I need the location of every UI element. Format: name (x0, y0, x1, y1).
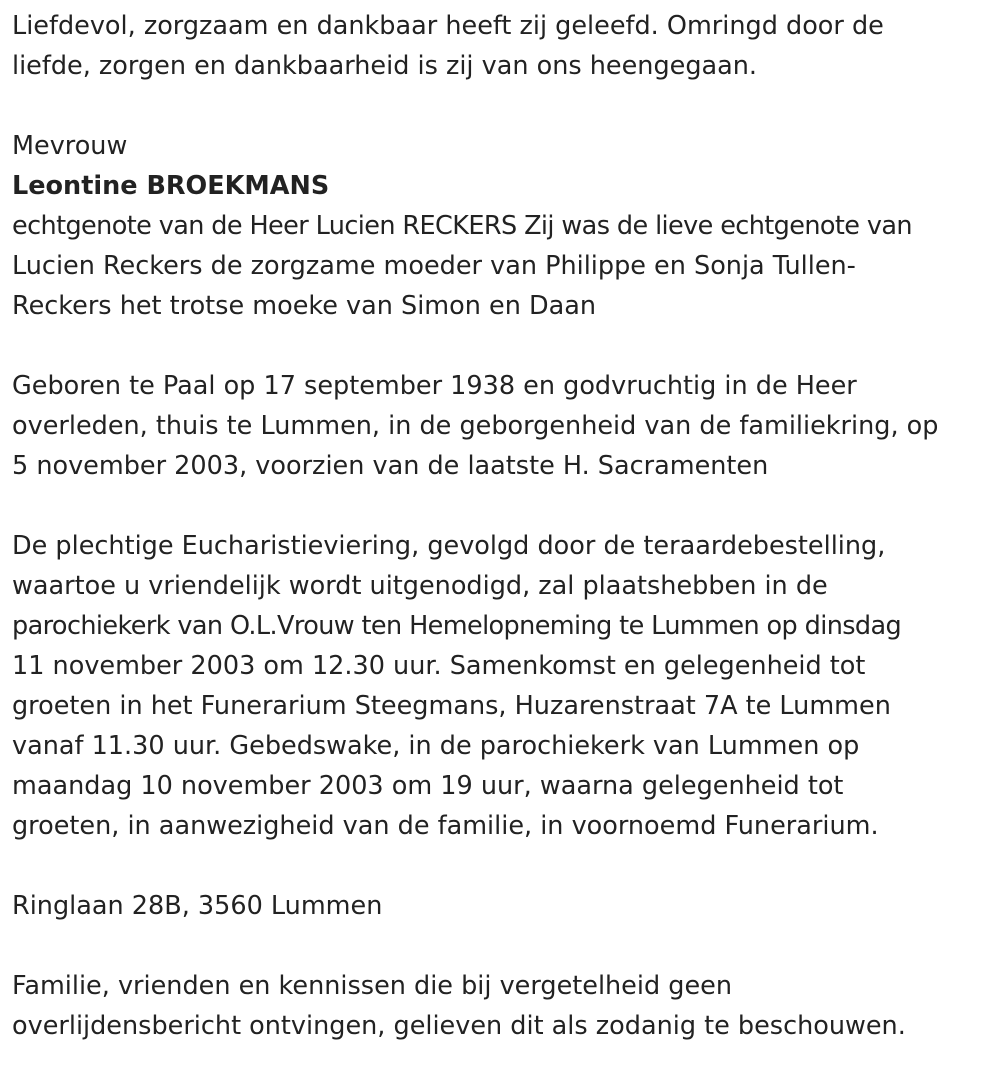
intro-line: Liefdevol, zorgzaam en dankbaar heeft zij geleefd. Omringd door de (12, 11, 884, 41)
spacer (12, 486, 985, 526)
ceremony-line: parochiekerk van O.L.Vrouw ten Hemelopneming te Lummen op dinsdag (12, 611, 902, 641)
birth-death-line: Geboren te Paal op 17 september 1938 en godvruchtig in de Heer (12, 371, 857, 401)
birth-death-line: 5 november 2003, voorzien van de laatste H. Sacramenten (12, 451, 769, 481)
intro-line: liefde, zorgen en dankbaarheid is zij van ons heengegaan. (12, 51, 758, 81)
ceremony-line: groeten, in aanwezigheid van de familie, in voornoemd Funerarium. (12, 811, 879, 841)
ceremony-paragraph (12, 526, 985, 846)
ceremony-line: 11 november 2003 om 12.30 uur. Samenkomst en gelegenheid tot (12, 651, 866, 681)
ceremony-line: maandag 10 november 2003 om 19 uur, waarna gelegenheid tot (12, 771, 844, 801)
spacer (12, 846, 985, 886)
spacer (12, 86, 985, 126)
intro-paragraph (12, 6, 985, 86)
relations-line: Lucien Reckers de zorgzame moeder van Philippe en Sonja Tullen- (12, 251, 856, 281)
spacer (12, 326, 985, 366)
home-address: Ringlaan 28B, 3560 Lummen (12, 891, 383, 921)
notice-line: Familie, vrienden en kennissen die bij vergetelheid geen (12, 971, 732, 1001)
notice-line: overlijdensbericht ontvingen, gelieven dit als zodanig te beschouwen. (12, 1011, 906, 1041)
relations-paragraph (12, 206, 985, 326)
birth-death-line: overleden, thuis te Lummen, in de geborgenheid van de familiekring, op (12, 411, 939, 441)
ceremony-line: De plechtige Eucharistieviering, gevolgd door de teraardebestelling, (12, 531, 886, 561)
notice-paragraph (12, 966, 985, 1046)
birth-death-paragraph (12, 366, 985, 486)
deceased-name: Leontine BROEKMANS (12, 171, 330, 201)
ceremony-line: vanaf 11.30 uur. Gebedswake, in de parochiekerk van Lummen op (12, 731, 860, 761)
ceremony-line: waartoe u vriendelijk wordt uitgenodigd, zal plaatshebben in de (12, 571, 828, 601)
relations-line: echtgenote van de Heer Lucien RECKERS Zij was de lieve echtgenote van (12, 211, 912, 241)
deceased-title: Mevrouw (12, 131, 128, 161)
spacer (12, 926, 985, 966)
ceremony-line: groeten in het Funerarium Steegmans, Huzarenstraat 7A te Lummen (12, 691, 891, 721)
relations-line: Reckers het trotse moeke van Simon en Daan (12, 291, 597, 321)
